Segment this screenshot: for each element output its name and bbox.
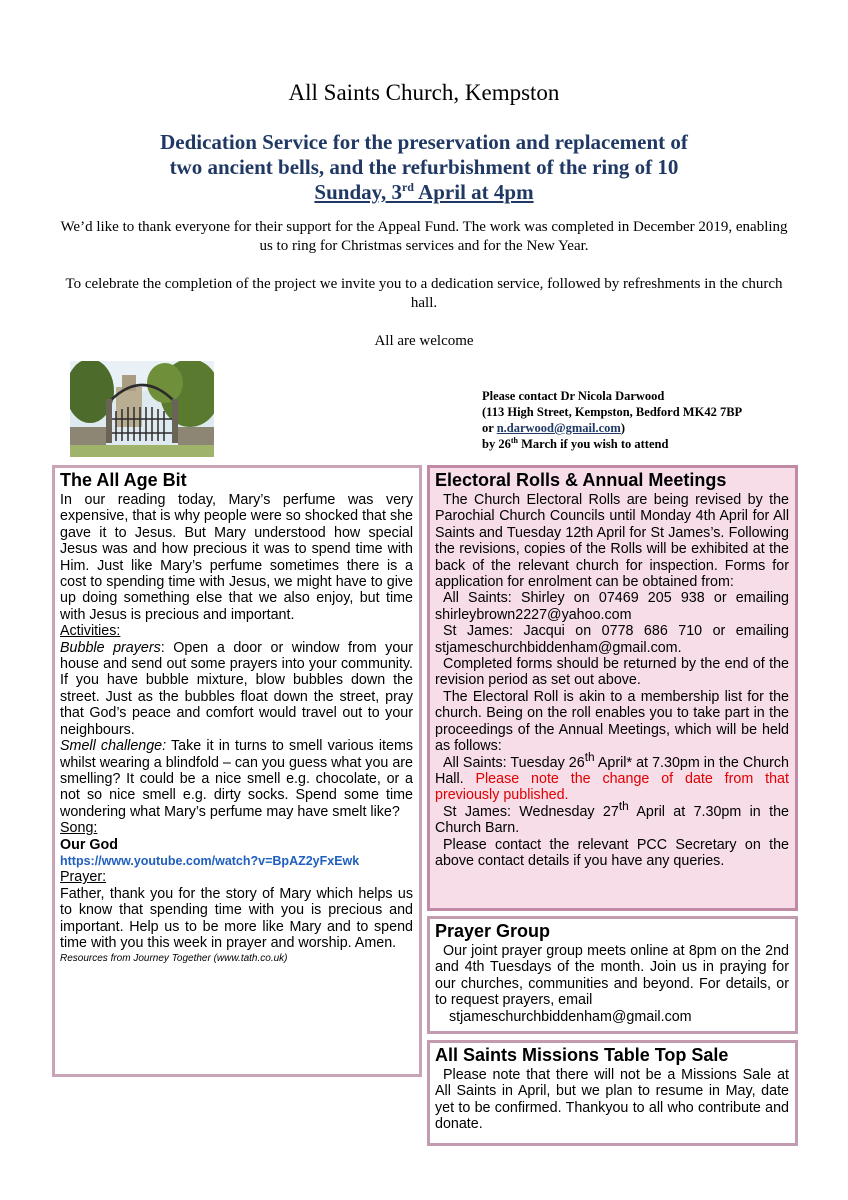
missions-section [427, 1040, 798, 1146]
service-headline [40, 130, 808, 205]
contact-name: Please contact Dr Nicola Darwood [482, 389, 665, 403]
intro-thanks: We’d like to thank everyone for their support for the Appeal Fund. The work was completed in December 2019, enabling us to ring for Christmas services and for the New Year. [60, 219, 788, 254]
song-title: Our God [60, 836, 118, 853]
all-age-title: The All Age Bit [60, 470, 187, 490]
all-age-intro: In our reading today, Mary’s perfume was very expensive, that is why people were so shocked that she gave it to Jesus. But Mary understood how special Jesus was and how precious it was to spend time with Him. Just like Mary’s perfume sometimes there is a cost to spending time with Jesus, we might have to give up doing something else that we also enjoy, but time with Jesus is precious and important. [60, 492, 413, 623]
pcc-contact-note: Please contact the relevant PCC Secretary on the above contact details if you have any queries. [435, 836, 789, 869]
contact-deadline: by 26th March if you wish to attend [482, 435, 669, 451]
intro-text [60, 218, 788, 370]
resources-credit: Resources from Journey Together (www.tath.co.uk) [60, 953, 288, 965]
prayer-text: Father, thank you for the story of Mary which helps us to know that spending time with you is precious and important. Help us to be more like Mary and to spend time with you this week in prayer and worship. Amen. [60, 885, 413, 951]
service-date: Sunday, 3rd April at 4pm [314, 180, 534, 204]
church-title: All Saints Church, Kempston [288, 80, 560, 105]
song-label: Song: [60, 820, 98, 837]
prayer-group-email[interactable]: stjameschurchbiddenham@gmail.com [449, 1008, 692, 1025]
electoral-rolls-section [427, 465, 798, 911]
electoral-title: Electoral Rolls & Annual Meetings [435, 470, 727, 490]
completed-forms: Completed forms should be returned by the end of the revision period as set out above. [435, 656, 789, 689]
headline-line-1: Dedication Service for the preservation and replacement of [160, 130, 688, 154]
missions-text: Please note that there will not be a Missions Sale at All Saints in April, but we plan to resume in May, date yet to be confirmed. Thankyou to all who contribute and donate. [435, 1067, 789, 1133]
st-james-meeting: St James: Wednesday 27th April at 7.30pm in the Church Barn. [435, 798, 789, 837]
electoral-intro: The Church Electoral Rolls are being revised by the Parochial Church Councils until Monday 4th April for All Saints and Tuesday 12th April for St James’s. Following the revisions, copies of the Rolls will be exhibited at the back of the relevant church for inspection. Forms for application for enrolment can be obtained from: [435, 492, 789, 591]
contact-details [482, 388, 742, 452]
contact-email-link[interactable]: n.darwood@gmail.com [496, 421, 621, 435]
intro-welcome: All are welcome [374, 333, 474, 349]
prayer-group-section [427, 916, 798, 1034]
headline-line-2: two ancient bells, and the refurbishment of the ring of 10 [169, 155, 679, 179]
date-change-note: Please note the change of date from that previously published. [435, 770, 789, 804]
contact-address: (113 High Street, Kempston, Bedford MK42 7BP [482, 405, 743, 419]
intro-invite: To celebrate the completion of the project we invite you to a dedication service, followed by refreshments in the church hall. [65, 276, 783, 311]
bubble-prayers: Bubble prayers: Open a door or window from your house and send out some prayers into your community. If you have bubble mixture, blow bubbles down the street. Just as the bubbles float down the street, pray that God’s peace and comfort would travel out to your neighbours. [60, 639, 413, 738]
church-gate-photo [70, 361, 214, 457]
st-james-contact: St James: Jacqui on 0778 686 710 or emailing stjameschurchbiddenham@gmail.com. [435, 623, 789, 656]
prayer-group-title: Prayer Group [435, 921, 551, 941]
electoral-roll-info: The Electoral Roll is akin to a membership list for the church. Being on the roll enables you to take part in the proceedings of the Annual Meetings, which will be held as follows: [435, 688, 789, 755]
all-age-section [52, 465, 422, 1077]
all-saints-meeting: All Saints: Tuesday 26th April* at 7.30pm in the Church Hall. Please note the change of date from that previously published. [435, 749, 789, 804]
prayer-label: Prayer: [60, 869, 107, 886]
all-saints-contact: All Saints: Shirley on 07469 205 938 or emailing shirleybrown2227@yahoo.com [435, 590, 789, 623]
missions-title: All Saints Missions Table Top Sale [435, 1045, 729, 1065]
contact-email-line: or n.darwood@gmail.com) [482, 421, 626, 435]
prayer-group-text: Our joint prayer group meets online at 8pm on the 2nd and 4th Tuesdays of the month. Join us in praying for our churches, communities and beyond. For details, or to request prayers, email [435, 943, 789, 1009]
activities-label: Activities: [60, 623, 121, 640]
song-link[interactable]: https://www.youtube.com/watch?v=BpAZ2yFxEwk [60, 853, 360, 868]
smell-challenge: Smell challenge: Take it in turns to smell various items whilst wearing a blindfold – can you guess what you are smelling? It could be a nice smell e.g. chocolate, or a not so nice smell e.g. dirty socks. Spend some time wondering what Mary’s perfume may have smelt like? [60, 738, 414, 820]
